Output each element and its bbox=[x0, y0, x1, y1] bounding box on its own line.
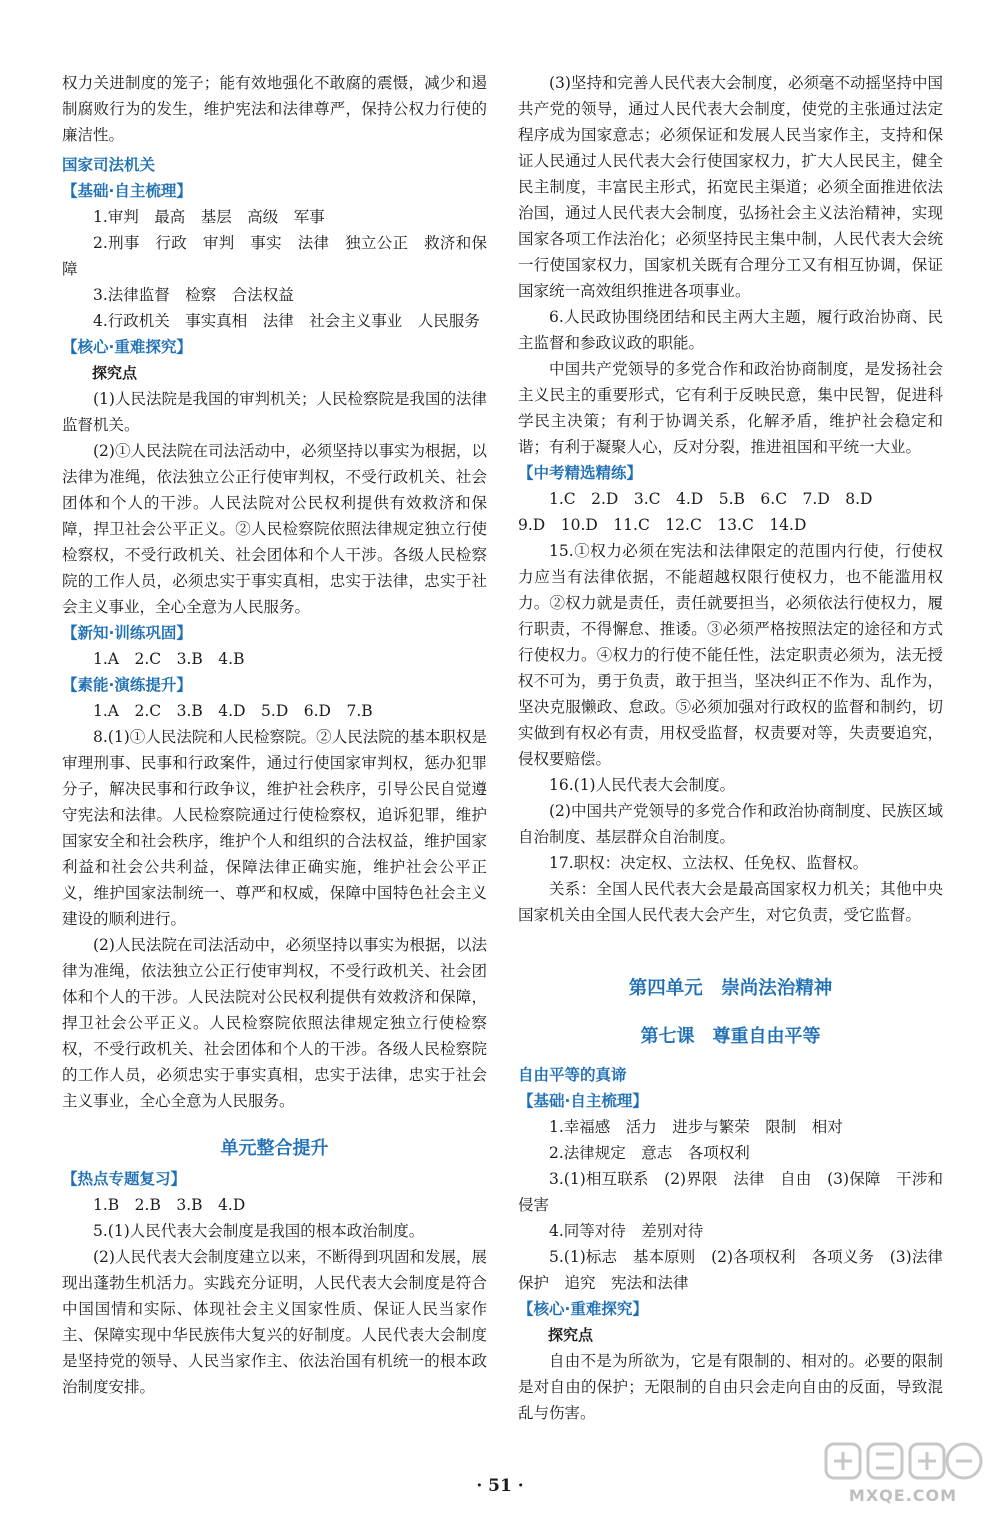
subsection-label: 探究点 bbox=[92, 364, 138, 382]
section-heading: 【素能·演练提升】 bbox=[62, 676, 192, 694]
section-heading: 【核心·重难探究】 bbox=[62, 338, 192, 356]
watermark-text: MXQE.COM bbox=[848, 1486, 958, 1505]
section-heading: 【基础·自主梳理】 bbox=[62, 182, 192, 200]
watermark-stamp-icon bbox=[818, 1438, 988, 1488]
section-heading: 【热点专题复习】 bbox=[62, 1170, 187, 1188]
paragraph: (1)人民法院是我国的审判机关；人民检察院是我国的法律监督机关。 bbox=[62, 390, 487, 434]
paragraph: 1.C 2.D 3.C 4.D 5.B 6.C 7.D 8.D bbox=[549, 490, 873, 508]
paragraph: 3.(1)相互联系 (2)界限 法律 自由 (3)保障 干涉和侵害 bbox=[518, 1170, 943, 1214]
paragraph: 2.法律规定 意志 各项权利 bbox=[549, 1144, 750, 1162]
paragraph: 1.幸福感 活力 进步与繁荣 限制 相对 bbox=[549, 1118, 843, 1136]
paragraph: 1.B 2.B 3.B 4.D bbox=[93, 1196, 246, 1214]
paragraph: 1.A 2.C 3.B 4.B bbox=[93, 650, 245, 668]
left-column bbox=[62, 70, 487, 1400]
paragraph: 自由不是为所欲为，它是有限制的、相对的。必要的限制是对自由的保护；无限制的自由只会走向自由的反面，导致混乱与伤害。 bbox=[518, 1352, 943, 1422]
paragraph: 17.职权：决定权、立法权、任免权、监督权。 bbox=[549, 854, 869, 872]
paragraph: (2)人民代表大会制度建立以来，不断得到巩固和发展，展现出蓬勃生机活力。实践充分证明，人民代表大会制度是符合中国国情和实际、体现社会主义国家性质、保证人民当家作主、保障实现中华民族伟大复兴的好制度。人民代表大会制度是坚持党的领导、人民当家作主、依法治国有机统一的根本政治制度安排。 bbox=[62, 1248, 487, 1396]
paragraph: 5.(1)标志 基本原则 (2)各项权利 各项义务 (3)法律保护 追究 宪法和法律 bbox=[518, 1248, 943, 1292]
paragraph: (3)坚持和完善人民代表大会制度，必须毫不动摇坚持中国共产党的领导，通过人民代表大会制度，使党的主张通过法定程序成为国家意志；必须保证和发展人民当家作主，支持和保证人民通过人民代表大会行使国家权力，扩大人民民主，健全民主制度，丰富民主形式，拓宽民主渠道；必须全面推进依法治国，通过人民代表大会制度，弘扬社会主义法治精神，实现国家各项工作法治化；必须坚持民主集中制，人民代表大会统一行使国家权力，国家机关既有合理分工又有相互协调，保证国家统一高效组织推进各项事业。 bbox=[518, 74, 943, 300]
paragraph: 1.审判 最高 基层 高级 军事 bbox=[93, 208, 325, 226]
paragraph: 16.(1)人民代表大会制度。 bbox=[549, 776, 736, 794]
paragraph: 关系：全国人民代表大会是最高国家权力机关；其他中央国家机关由全国人民代表大会产生，对它负责，受它监督。 bbox=[518, 880, 943, 924]
paragraph: 中国共产党领导的多党合作和政治协商制度，是发扬社会主义民主的重要形式，它有利于反映民意，集中民智，促进科学民主决策；有利于协调关系，化解矛盾，维护社会稳定和谐；有利于凝聚人心，反对分裂，推进祖国和平统一大业。 bbox=[518, 360, 943, 456]
watermark-logo bbox=[818, 1438, 988, 1510]
unit-heading: 单元整合提升 bbox=[220, 1138, 329, 1159]
paragraph: 2.刑事 行政 审判 事实 法律 独立公正 救济和保障 bbox=[62, 234, 487, 278]
paragraph: (2)①人民法院在司法活动中，必须坚持以事实为根据，以法律为准绳，依法独立公正行使审判权，不受行政机关、社会团体和个人的干涉。人民法院对公民权利提供有效救济和保障，捍卫社会公平正义。②人民检察院依照法律规定独立行使检察权，不受行政机关、社会团体和个人干涉。各级人民检察院的工作人员，必须忠实于事实真相，忠实于法律，忠实于社会主义事业，全心全意为人民服务。 bbox=[62, 442, 487, 616]
right-column bbox=[518, 70, 943, 1426]
paragraph: (2)中国共产党领导的多党合作和政治协商制度、民族区域自治制度、基层群众自治制度。 bbox=[518, 802, 943, 846]
paragraph: 8.(1)①人民法院和人民检察院。②人民法院的基本职权是审理刑事、民事和行政案件，通过行使国家审判权，惩办犯罪分子，解决民事和行政争议，维护社会秩序，引导公民自觉遵守宪法和法律。人民检察院通过行使检察权，追诉犯罪，维护国家安全和社会秩序，维护个人和组织的合法权益，维护国家利益和社会公共利益，保障法律正确实施，维护社会公平正义，维护国家法制统一、尊严和权威，保障中国特色社会主义建设的顺利进行。 bbox=[62, 728, 487, 928]
paragraph: 4.同等对待 差别对待 bbox=[549, 1222, 704, 1240]
paragraph: 3.法律监督 检察 合法权益 bbox=[93, 286, 294, 304]
unit-heading: 第七课 尊重自由平等 bbox=[640, 1026, 821, 1047]
page-number: · 51 · bbox=[476, 1476, 524, 1496]
section-heading: 【中考精选精练】 bbox=[518, 464, 643, 482]
paragraph: (2)人民法院在司法活动中，必须坚持以事实为根据，以法律为准绳，依法独立公正行使审判权，不受行政机关、社会团体和个人的干涉。人民法院对公民权利提供有效救济和保障，捍卫社会公平正义。人民检察院依照法律规定独立行使检察权，不受行政机关、社会团体和个人的干涉。各级人民检察院的工作人员，必须忠实于事实真相，忠实于法律，忠实于社会主义事业，全心全意为人民服务。 bbox=[62, 936, 487, 1110]
unit-heading: 第四单元 崇尚法治精神 bbox=[628, 978, 833, 999]
paragraph: 1.A 2.C 3.B 4.D 5.D 6.D 7.B bbox=[93, 702, 373, 720]
paragraph: 9.D 10.D 11.C 12.C 13.C 14.D bbox=[518, 516, 807, 534]
paragraph: 15.①权力必须在宪法和法律限定的范围内行使，行使权力应当有法律依据，不能超越权限行使权力，也不能滥用权力。②权力就是责任，责任就要担当，必须依法行使权力，履行职责，不得懈怠、推诿。③必须严格按照法定的途径和方式行使权力。④权力的行使不能任性，法定职责必须为，法无授权不可为，勇于负责，敢于担当，坚决纠正不作为、乱作为，坚决克服懒政、怠政。⑤必须加强对行政权的监督和制约，切实做到有权必有责，用权受监督，权责要对等，失责要追究，侵权要赔偿。 bbox=[518, 542, 943, 768]
section-heading: 【基础·自主梳理】 bbox=[518, 1092, 648, 1110]
paragraph: 权力关进制度的笼子；能有效地强化不敢腐的震慑，减少和遏制腐败行为的发生，维护宪法和法律尊严，保持公权力行使的廉洁性。 bbox=[62, 74, 487, 144]
section-heading: 【核心·重难探究】 bbox=[518, 1300, 648, 1318]
section-heading: 【新知·训练巩固】 bbox=[62, 624, 192, 642]
subsection-label: 探究点 bbox=[548, 1326, 594, 1344]
paragraph: 5.(1)人民代表大会制度是我国的根本政治制度。 bbox=[93, 1222, 425, 1240]
topic-heading: 自由平等的真谛 bbox=[518, 1066, 627, 1084]
paragraph: 4.行政机关 事实真相 法律 社会主义事业 人民服务 bbox=[93, 312, 480, 330]
paragraph: 6.人民政协围绕团结和民主两大主题，履行政治协商、民主监督和参政议政的职能。 bbox=[518, 308, 943, 352]
topic-heading: 国家司法机关 bbox=[62, 156, 156, 174]
